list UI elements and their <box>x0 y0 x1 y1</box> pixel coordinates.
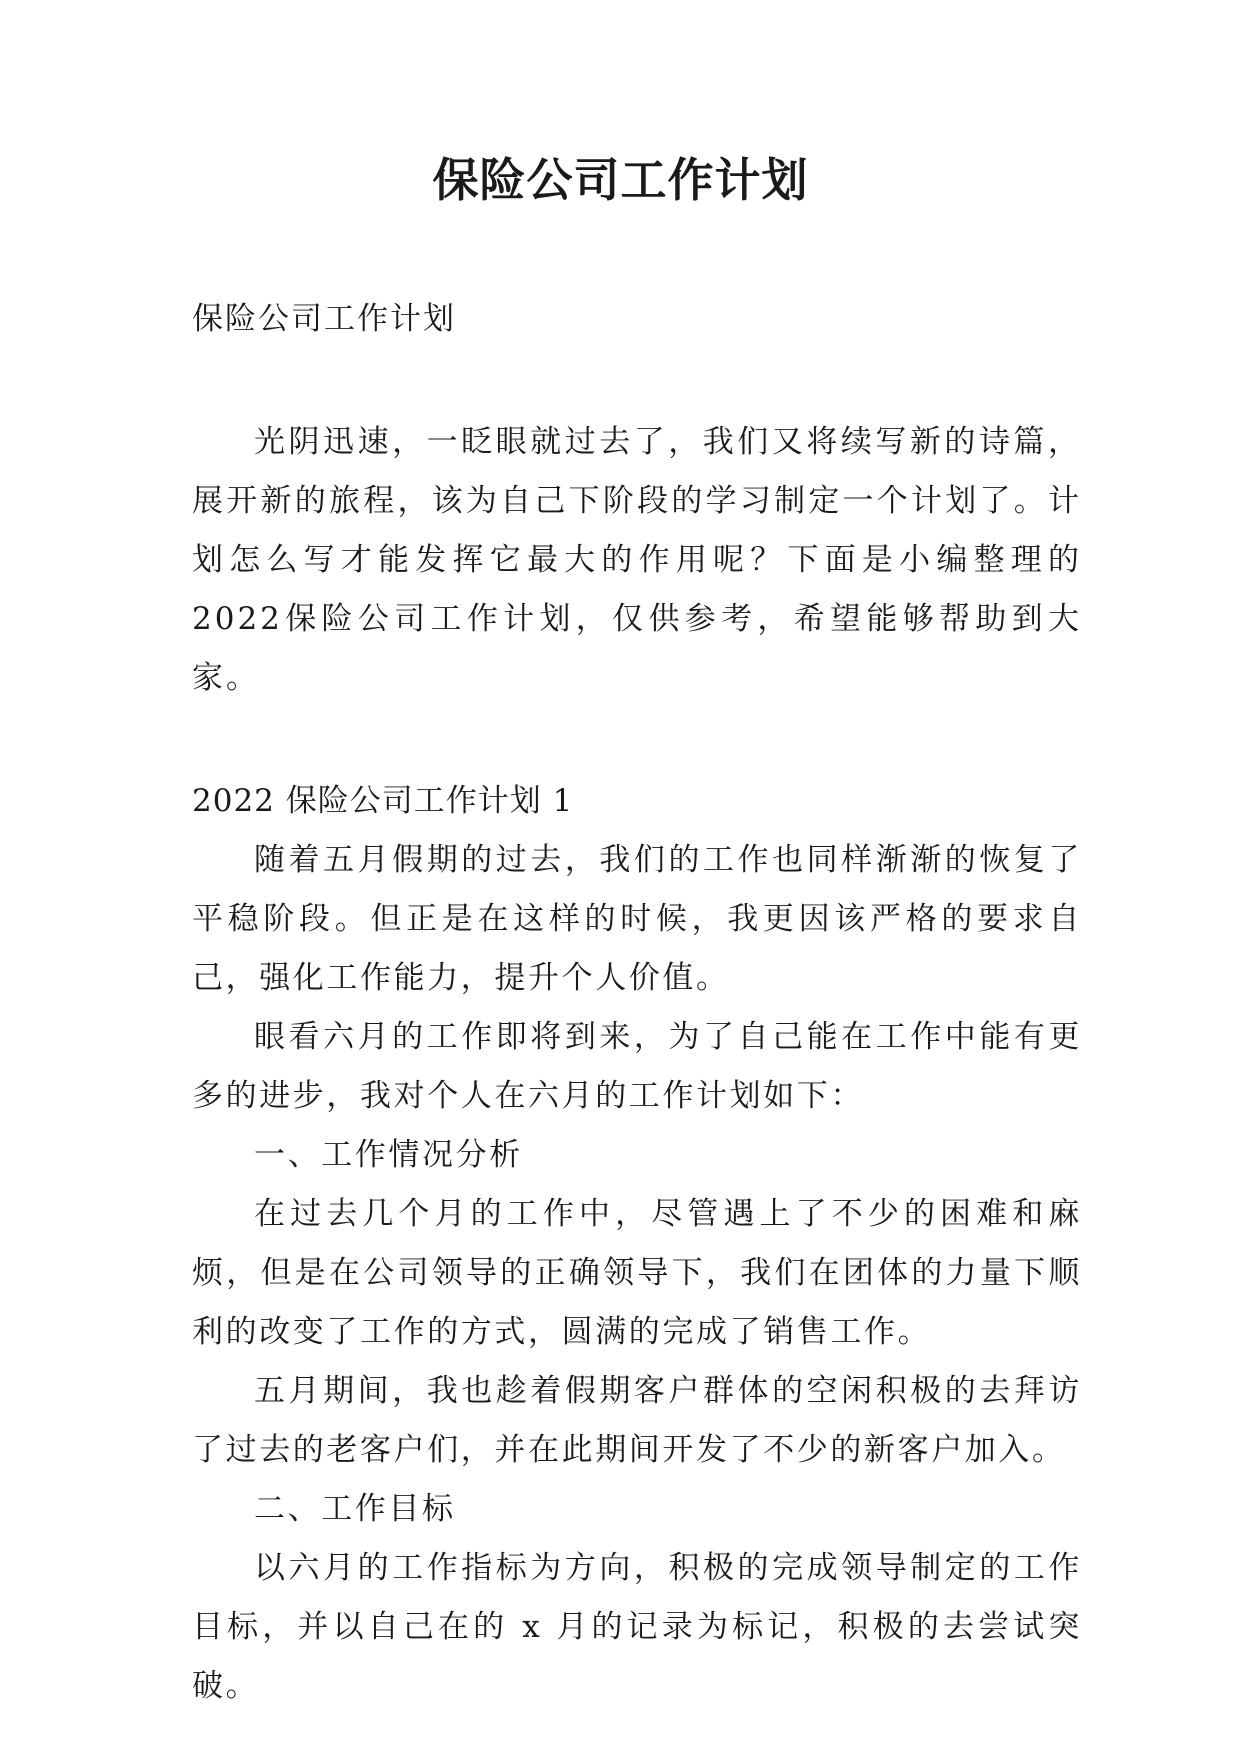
document-subtitle: 保险公司工作计划 <box>192 301 456 337</box>
section-heading: 2022 保险公司工作计划 1 <box>192 783 574 819</box>
intro-paragraph: 光阴迅速，一眨眼就过去了，我们又将续写新的诗篇，展开新的旅程，该为自己下阶段的学习制定一个计划了。计划怎么写才能发挥它最大的作用呢？下面是小编整理的2022保险公司工作计划，仅供参考，希望能够帮助到大家。 <box>192 424 1082 696</box>
body-paragraph: 随着五月假期的过去，我们的工作也同样渐渐的恢复了平稳阶段。但正是在这样的时候，我更因该严格的要求自己，强化工作能力，提升个人价值。 <box>192 842 1082 996</box>
body-paragraph: 以六月的工作指标为方向，积极的完成领导制定的工作目标，并以自己在的 x 月的记录为标记，积极的去尝试突破。 <box>192 1550 1082 1704</box>
body-paragraph: 眼看六月的工作即将到来，为了自己能在工作中能有更多的进步，我对个人在六月的工作计划如下： <box>192 1019 1082 1114</box>
body-paragraph: 五月期间，我也趁着假期客户群体的空闲积极的去拜访了过去的老客户们，并在此期间开发了不少的新客户加入。 <box>192 1373 1082 1468</box>
body-paragraph: 在过去几个月的工作中，尽管遇上了不少的困难和麻烦，但是在公司领导的正确领导下，我们在团体的力量下顺利的改变了工作的方式，圆满的完成了销售工作。 <box>192 1196 1082 1350</box>
document-title: 保险公司工作计划 <box>432 153 809 207</box>
subsection-heading: 二、工作目标 <box>254 1491 456 1527</box>
document-body <box>192 290 1082 1716</box>
subsection-heading: 一、工作情况分析 <box>254 1137 523 1173</box>
